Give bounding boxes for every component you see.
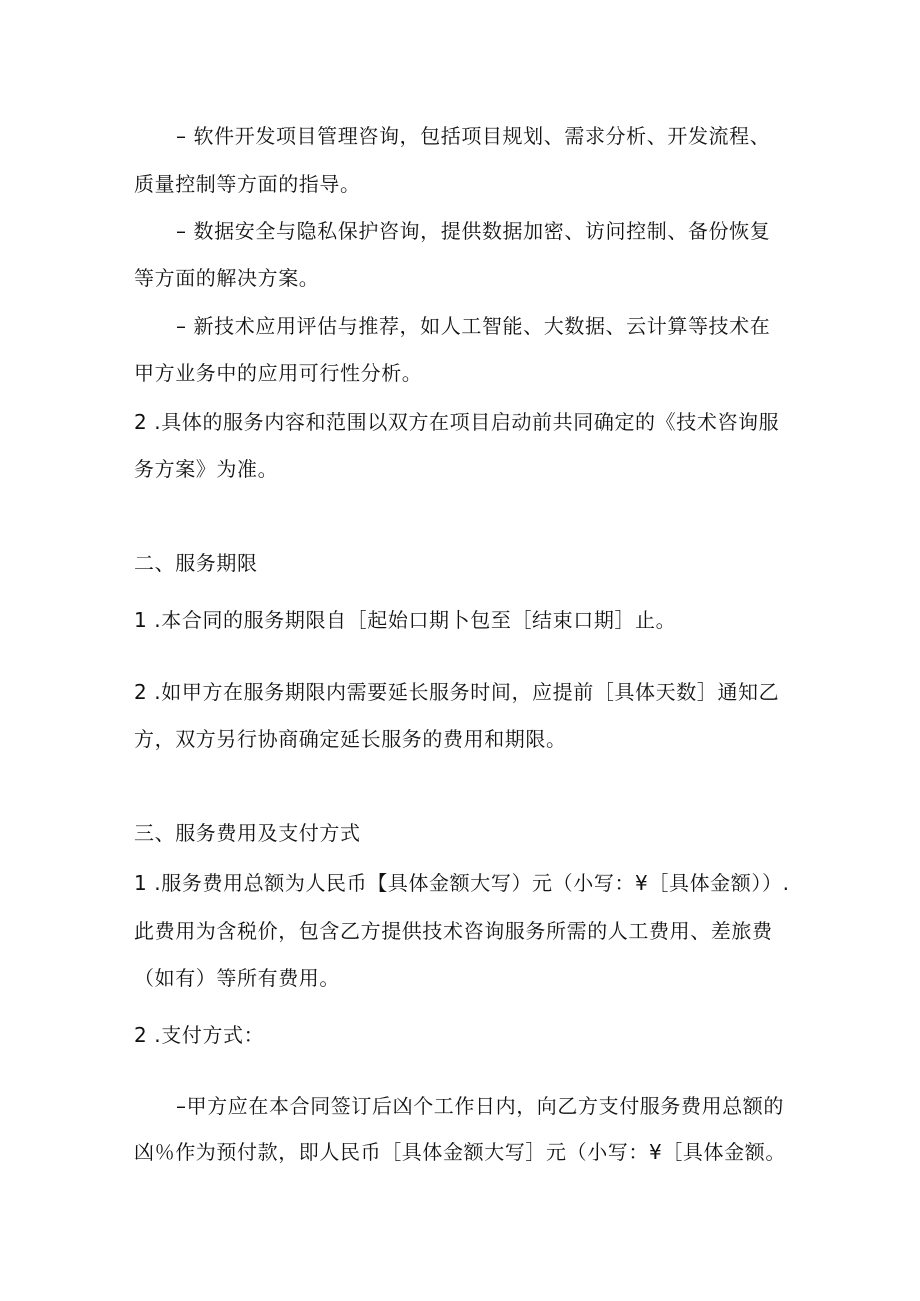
service-scope-item-line-2: 务方案》为准。 xyxy=(134,457,279,481)
bullet-project-management-line-2: 质量控制等方面的指导。 xyxy=(134,172,361,196)
service-term-item-2-line-2: 方，双方另行协商确定延长服务的费用和期限。 xyxy=(134,727,567,751)
payment-prepay-line-1: –甲方应在本合同签订后凶个工作日内，向乙方支付服务费用总额的 xyxy=(176,1094,784,1118)
fees-item-1-line-3: （如有）等所有费用。 xyxy=(134,966,340,990)
payment-prepay-line-2: 凶％作为预付款，即人民币［具体金额大写］元（小写：¥［具体金额。 xyxy=(134,1140,786,1164)
bullet-new-tech-line-1: – 新技术应用评估与推荐，如人工智能、大数据、云计算等技术在 xyxy=(176,314,771,338)
section-heading-fees-payment: 三、服务费用及支付方式 xyxy=(134,821,361,845)
service-scope-item-line-1: 2 .具体的服务内容和范围以双方在项目启动前共同确定的《技术咨询服 xyxy=(134,410,780,434)
bullet-data-security-line-2: 等方面的解决方案。 xyxy=(134,266,320,290)
bullet-data-security-line-1: – 数据安全与隐私保护咨询，提供数据加密、访问控制、备份恢复 xyxy=(176,219,771,243)
section-heading-service-term: 二、服务期限 xyxy=(134,551,258,575)
service-term-item-1: 1 .本合同的服务期限自［起始口期卜包至［结束口期］止。 xyxy=(134,608,677,632)
fees-item-1-line-1: 1 .服务费用总额为人民币【具体金额大写）元（小写：¥［具体金额））. xyxy=(134,871,790,895)
bullet-new-tech-line-2: 甲方业务中的应用可行性分析。 xyxy=(134,361,423,385)
payment-method-item: 2 .支付方式： xyxy=(134,1023,265,1047)
bullet-project-management-line-1: – 软件开发项目管理咨询，包括项目规划、需求分析、开发流程、 xyxy=(176,124,771,148)
service-term-item-2-line-1: 2 .如甲方在服务期限内需要延长服务时间，应提前［具体天数］通知乙 xyxy=(134,680,780,704)
fees-item-1-line-2: 此费用为含税价，包含乙方提供技术咨询服务所需的人工费用、差旅费 xyxy=(134,919,773,943)
